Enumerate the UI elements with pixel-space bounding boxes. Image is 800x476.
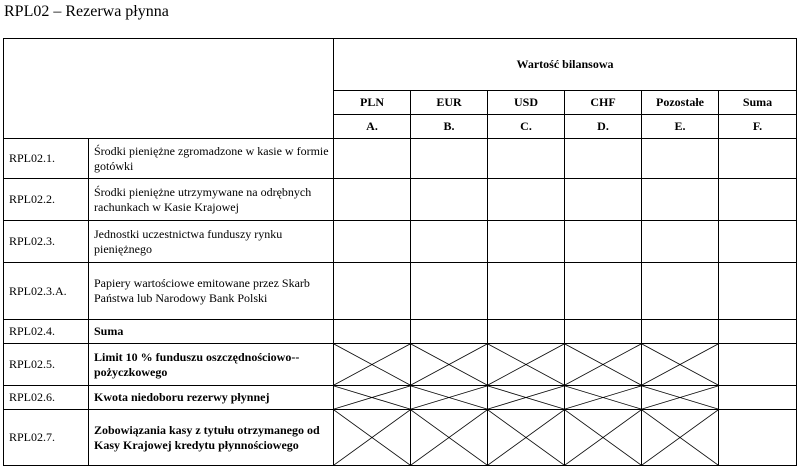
value-cell[interactable] — [411, 263, 488, 320]
crossed-out-cell — [642, 386, 719, 410]
column-header: Suma — [719, 91, 797, 115]
cross-mark — [565, 344, 641, 385]
column-header: USD — [488, 91, 565, 115]
value-cell[interactable] — [719, 320, 797, 344]
crossed-out-cell — [334, 344, 411, 386]
row-code: RPL02.2. — [4, 179, 89, 221]
liquid-reserve-table — [3, 38, 797, 466]
cross-mark — [334, 410, 410, 465]
value-cell[interactable] — [411, 179, 488, 221]
value-cell[interactable] — [334, 320, 411, 344]
column-header: EUR — [411, 91, 488, 115]
cross-mark — [565, 386, 641, 409]
table-row — [4, 320, 797, 344]
value-cell[interactable] — [642, 320, 719, 344]
value-cell[interactable] — [411, 221, 488, 263]
value-cell[interactable] — [719, 263, 797, 320]
column-letter: A. — [334, 115, 411, 139]
row-description: Suma — [89, 320, 334, 344]
value-cell[interactable] — [565, 320, 642, 344]
value-cell[interactable] — [411, 139, 488, 179]
column-group-header: Wartość bilansowa — [334, 39, 797, 91]
value-cell[interactable] — [334, 139, 411, 179]
row-code: RPL02.5. — [4, 344, 89, 386]
value-cell[interactable] — [719, 139, 797, 179]
crossed-out-cell — [488, 410, 565, 466]
row-description: Kwota niedoboru rezerwy płynnej — [89, 386, 334, 410]
table-row — [4, 221, 797, 263]
row-code: RPL02.4. — [4, 320, 89, 344]
cross-mark — [565, 410, 641, 465]
value-cell[interactable] — [565, 221, 642, 263]
cross-mark — [411, 386, 487, 409]
value-cell[interactable] — [488, 221, 565, 263]
value-cell[interactable] — [334, 221, 411, 263]
row-code: RPL02.1. — [4, 139, 89, 179]
table-row — [4, 344, 797, 386]
row-description: Jednostki uczestnictwa funduszy rynku pieniężnego — [89, 221, 334, 263]
crossed-out-cell — [488, 386, 565, 410]
value-cell[interactable] — [488, 320, 565, 344]
table-row — [4, 410, 797, 466]
cross-mark — [334, 386, 410, 409]
value-cell[interactable] — [719, 386, 797, 410]
row-code: RPL02.6. — [4, 386, 89, 410]
crossed-out-cell — [488, 344, 565, 386]
crossed-out-cell — [642, 410, 719, 466]
value-cell[interactable] — [642, 263, 719, 320]
header-blank — [4, 39, 334, 139]
column-letter: E. — [642, 115, 719, 139]
value-cell[interactable] — [411, 320, 488, 344]
crossed-out-cell — [411, 344, 488, 386]
cross-mark — [488, 410, 564, 465]
cross-mark — [334, 344, 410, 385]
value-cell[interactable] — [642, 179, 719, 221]
column-letter: B. — [411, 115, 488, 139]
column-letter: F. — [719, 115, 797, 139]
cross-mark — [411, 344, 487, 385]
row-description: Limit 10 % funduszu oszczędnościowo--pożyczkowego — [89, 344, 334, 386]
crossed-out-cell — [642, 344, 719, 386]
crossed-out-cell — [334, 386, 411, 410]
row-code: RPL02.3.A. — [4, 263, 89, 320]
value-cell[interactable] — [334, 179, 411, 221]
crossed-out-cell — [334, 410, 411, 466]
column-letter: D. — [565, 115, 642, 139]
value-cell[interactable] — [719, 344, 797, 386]
cross-mark — [642, 410, 718, 465]
cross-mark — [642, 344, 718, 385]
crossed-out-cell — [565, 410, 642, 466]
header-row-group — [4, 39, 797, 91]
table-row — [4, 386, 797, 410]
table-row — [4, 179, 797, 221]
row-description: Środki pieniężne utrzymywane na odrębnych rachunkach w Kasie Krajowej — [89, 179, 334, 221]
cross-mark — [488, 344, 564, 385]
column-header: PLN — [334, 91, 411, 115]
row-description: Środki pieniężne zgromadzone w kasie w formie gotówki — [89, 139, 334, 179]
value-cell[interactable] — [719, 179, 797, 221]
column-header: Pozostałe — [642, 91, 719, 115]
crossed-out-cell — [565, 386, 642, 410]
value-cell[interactable] — [719, 221, 797, 263]
value-cell[interactable] — [719, 410, 797, 466]
cross-mark — [642, 386, 718, 409]
row-description: Papiery wartościowe emitowane przez Skarb Państwa lub Narodowy Bank Polski — [89, 263, 334, 320]
row-code: RPL02.3. — [4, 221, 89, 263]
crossed-out-cell — [565, 344, 642, 386]
value-cell[interactable] — [642, 221, 719, 263]
row-description: Zobowiązania kasy z tytułu otrzymanego od Kasy Krajowej kredytu płynnościowego — [89, 410, 334, 466]
table-row — [4, 263, 797, 320]
value-cell[interactable] — [488, 263, 565, 320]
row-code: RPL02.7. — [4, 410, 89, 466]
cross-mark — [488, 386, 564, 409]
value-cell[interactable] — [565, 179, 642, 221]
crossed-out-cell — [411, 386, 488, 410]
table-row — [4, 139, 797, 179]
page-title: RPL02 – Rezerwa płynna — [4, 3, 169, 20]
value-cell[interactable] — [488, 139, 565, 179]
value-cell[interactable] — [642, 139, 719, 179]
value-cell[interactable] — [334, 263, 411, 320]
cross-mark — [411, 410, 487, 465]
column-header: CHF — [565, 91, 642, 115]
value-cell[interactable] — [565, 139, 642, 179]
column-letter: C. — [488, 115, 565, 139]
value-cell[interactable] — [488, 179, 565, 221]
value-cell[interactable] — [565, 263, 642, 320]
crossed-out-cell — [411, 410, 488, 466]
